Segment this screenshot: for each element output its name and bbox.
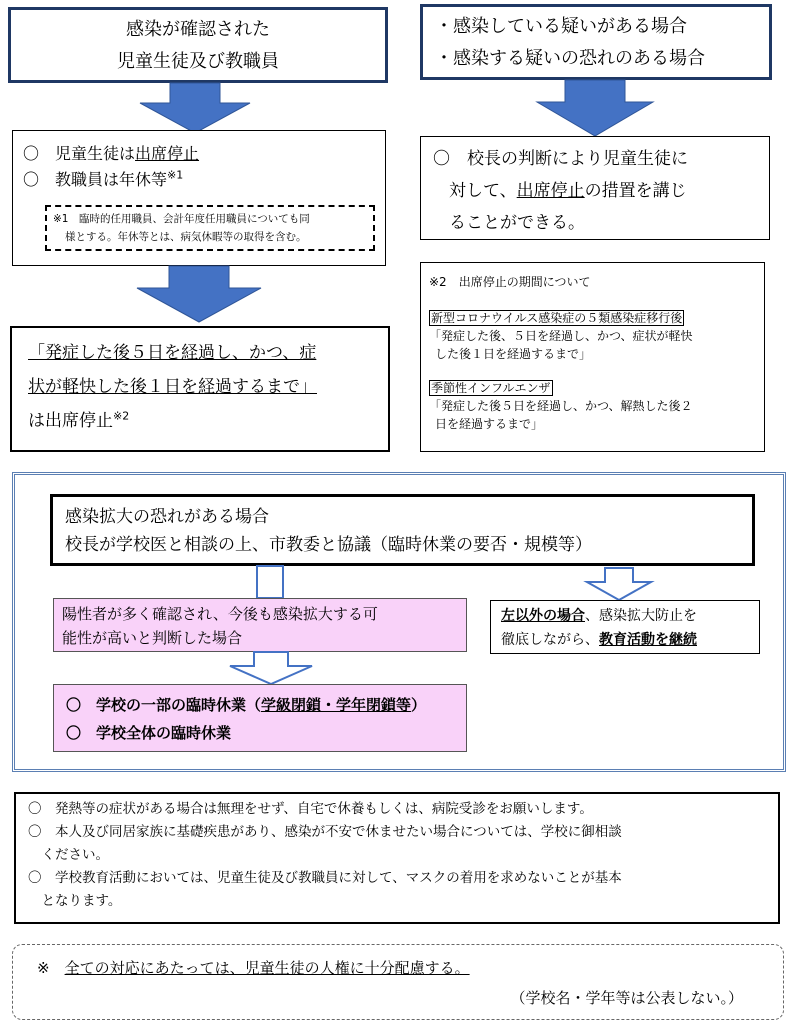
suspected-header-box	[420, 4, 772, 80]
down-arrow-3	[537, 80, 657, 140]
staff-leave-item: 〇 教職員は年休等$^{※1}$	[23, 168, 184, 189]
staff-note-dashed-box: ※1 臨時的任用職員、会計年度任用職員についても同 様とする。年休等とは、病気休暇等の取得を含む。	[45, 205, 375, 251]
note-item-underlying: 〇 本人及び同居家族に基礎疾患があり、感染が不安で休ませたい場合については、学校に御相談	[28, 824, 622, 840]
confirmed-measures-box	[12, 130, 386, 266]
suspected-header-line1: ・感染している疑いがある場合	[435, 16, 687, 37]
attendance-suspension-underline: 出席停止	[135, 144, 200, 163]
partial-closure-item: 〇 学校の一部の臨時休業（学級閉鎖・学年閉鎖等）	[66, 696, 427, 714]
full-closure-item: 〇 学校全体の臨時休業	[66, 724, 232, 742]
suspension-period-box: 「発症した後５日を経過し、かつ、症 状が軽快した後１日を経過するまで」 は出席停止$^{※2}$	[10, 326, 390, 452]
confirmed-header-box	[8, 7, 388, 83]
note-item-underlying-cont: ください。	[28, 847, 109, 863]
down-arrow-2	[135, 266, 265, 326]
note-item-symptoms: 〇 発熱等の症状がある場合は無理をせず、自宅で休養もしくは、病院受診をお願いします。	[28, 801, 593, 817]
note-item-masks: 〇 学校教育活動においては、児童生徒及び教職員に対して、マスクの着用を求めないことが基本	[28, 870, 622, 886]
note-item-masks-cont: となります。	[28, 893, 122, 909]
note-title: ※2 出席停止の期間について	[429, 275, 591, 289]
confirmed-header-line2: 児童生徒及び教職員	[117, 51, 279, 72]
outline-arrow-left-top	[255, 566, 285, 598]
student-suspension-item: 〇 児童生徒は出席停止	[23, 144, 200, 163]
human-rights-statement: 全ての対応にあたっては、児童生徒の人権に十分配慮する。	[64, 959, 470, 977]
continue-education-box: 左以外の場合、感染拡大防止を 徹底しながら、教育活動を継続	[490, 600, 760, 654]
flu-label: 季節性インフルエンザ	[431, 381, 551, 395]
covid-label: 新型コロナウイルス感染症の５類感染症移行後	[431, 311, 683, 325]
suspected-header-line2: ・感染する疑いの恐れのある場合	[435, 48, 705, 69]
confirmed-header-line1: 感染が確認された	[126, 19, 270, 40]
suspension-period-note-box: ※2 出席停止の期間について 新型コロナウイルス感染症の５類感染症移行後 「発症した後、５日を経過し、かつ、症状が軽快 した後１日を経過するまで」 季節性インフルエンザ 「発症した後５日を経過し、かつ、解熱した後２ 日を経過するまで」	[420, 262, 765, 452]
general-notes-box	[14, 792, 780, 924]
temporary-closure-box	[53, 684, 467, 752]
human-rights-footer-box: ※ 全ての対応にあたっては、児童生徒の人権に十分配慮する。 （学校名・学年等は公表しない。）	[12, 944, 784, 1020]
high-spread-condition-box: 陽性者が多く確認され、今後も感染拡大する可 能性が高いと判断した場合	[53, 598, 467, 652]
spread-risk-header-box: 感染拡大の恐れがある場合 校長が学校医と相談の上、市教委と協議（臨時休業の要否・規模等）	[50, 494, 755, 566]
outline-arrow-right	[585, 568, 655, 602]
principal-decision-box: 〇 校長の判断により児童生徒に 対して、出席停止の措置を講じ ることができる。	[420, 136, 770, 240]
outline-arrow-left-bottom	[228, 652, 318, 686]
anonymity-note: （学校名・学年等は公表しない。）	[510, 989, 743, 1007]
